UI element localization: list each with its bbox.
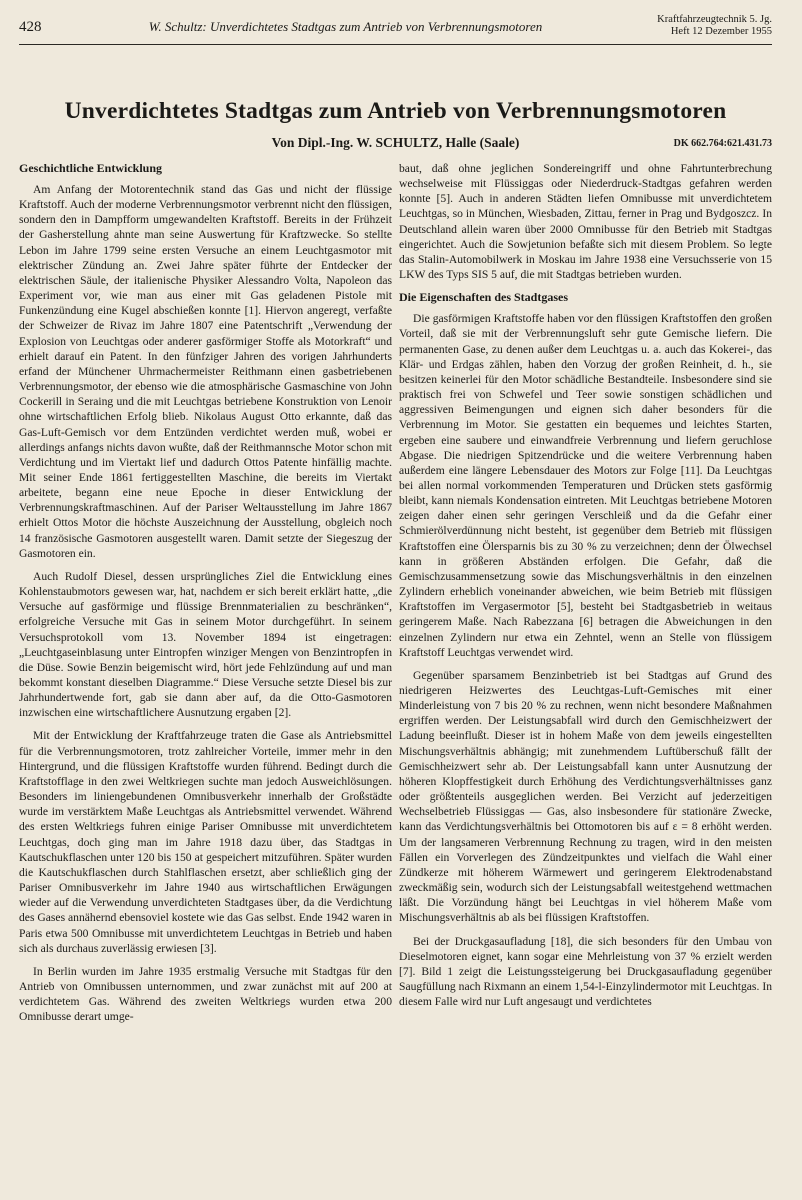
page-number: 428 <box>19 19 42 35</box>
article-title: Unverdichtetes Stadtgas zum Antrieb von Verbrennungsmotoren <box>64 98 727 124</box>
left-column <box>19 161 392 1032</box>
paragraph: Mit der Entwicklung der Kraftfahrzeuge traten die Gase als Antriebsmittel für die Verbrennungsmotoren, trotz zahlreicher Vorteile, immer mehr in den Hintergrund, und die flüssigen Kraftstoffe wurden führend. Bedingt durch die Kraftstofflage in den zwei Weltkriegen suchte man jedoch Ausweichlösungen. Besonders im liniengebundenen Omnibusverkehr innerhalb der Großstädte wurde im verstärktem Maße Leuchtgas als Antriebsmittel verwendet. Während des ersten Weltkriegs fuhren einige Pariser Omnibusse mit unverdichtetem Leuchtgas, doch ging man im Jahre 1918 dazu über, das Stadtgas in Kautschukflaschen unter 120 bis 150 at gespeichert mitzuführen. Später wurden die Kautschukflaschen durch Stahlflaschen ersetzt, aber schließlich ging der Pariser Omnibusverkehr im Jahre 1940 aus wirtschaftlichen Erwägungen wieder auf die Verwendung unverdichteten Stadtgases über, da die Verdichtung des Gases annähernd ebensoviel kostete wie das Gas selbst. Ende 1942 waren in Paris etwa 500 Omnibusse mit unverdichtetem Leuchtgas in Betrieb und haben sich als durchaus zuverlässig erwiesen [3]. <box>19 729 392 955</box>
section-heading-properties: Die Eigenschaften des Stadtgases <box>399 290 569 305</box>
paragraph: Gegenüber sparsamem Benzinbetrieb ist bei Stadtgas auf Grund des niedrigeren Heizwertes des Leuchtgas-Luft-Gemisches mit einer Minderleistung von 7 bis 20 % zu rechnen, wenn nicht besondere Maßnahmen ergriffen werden. Der Leistungsabfall wird durch den Gemischheizwert der Ladung beeinflußt. Dieser ist in hohem Maße von dem jeweils eingestellten Mischungsverhältnis abhängig; mit zunehmendem Luftüberschuß fällt der Gemischheizwert sehr ab. Der Leistungsabfall kann unter Ausnutzung der höheren Klopffestigkeit durch Erhöhung des Verdichtungsverhältnisses ganz oder größtenteils ausgeglichen werden. Bei Verzicht auf jederzeitigen Wechselbetrieb Flüssiggas — Gas, also insbesondere für stationäre Zwecke, kann das Verdichtungsverhältnis bei Ottomotoren bis auf ε = 8 erhöht werden. Um der langsameren Verbrennung Rechnung zu tragen, wird in den meisten Fällen ein Vorverlegen des Zündzeitpunktes und vielfach die Wahl einer Zündkerze mit höherem Wärmewert und geringerem Elektrodenabstand zweckmäßig sein, wodurch sich der Leistungsabfall weitestgehend wettmachen läßt. Die Vorzündung hängt bei Leuchtgas in viel höherem Maße vom Mischungsverhältnis ab als bei flüssigen Kraftstoffen. <box>399 668 772 925</box>
section-heading-history: Geschichtliche Entwicklung <box>19 161 163 175</box>
paragraph: Bei der Druckgasaufladung [18], die sich besonders für den Umbau von Dieselmotoren eignet, kann sogar eine Mehrleistung von 37 % erzielt werden [7]. Bild 1 zeigt die Leistungssteigerung bei Druckgasaufladung gegenüber Saugfüllung nach Rixmann an einem 1,54-l-Einzylindermotor mit Leuchtgas. In diesem Falle wird nur Luft angesaugt und verdichtetes <box>399 934 772 1009</box>
author-byline: Von Dipl.-Ing. W. SCHULTZ, Halle (Saale) <box>271 135 520 150</box>
page-header <box>19 14 772 45</box>
paragraph-continued: baut, daß ohne jeglichen Sondereingriff und ohne Fahrtunterbrechung wechselweise mit Flüssiggas oder Niederdruck-Stadtgas gefahren werden konnte [5]. Auch in anderen Städten liefen Omnibusse mit unverdichtetem Leuchtgas, so in München, Wiesbaden, Zittau, ferner in Prag und Bydgoszcz. In Deutschland allein waren über 2000 Omnibusse für den Betrieb mit Stadtgas eingerichtet. Auch die Sowjetunion befaßte sich mit diesem Problem. So legte das Stalin-Automobilwerk in Moskau im Jahre 1938 eine Versuchsserie von 15 LKW des Typs SIS 5 auf, die mit Stadtgas betrieben wurden. <box>399 162 772 282</box>
right-column <box>399 161 772 1032</box>
journal-info <box>612 14 772 38</box>
paragraph: Die gasförmigen Kraftstoffe haben vor den flüssigen Kraftstoffen den großen Vorteil, daß sie mit der Verbrennungsluft sehr gute Gemische liefern. Die permanenten Gase, zu denen außer dem Leuchtgas u. a. auch das Kokerei-, das Klär- und Erdgas zählen, haben den Vorzug der großen Reinheit, d. h., sie besitzen keinerlei für den Motor schädliche Bestandteile. Insbesondere sind sie praktisch frei von Schwefel und Teer sowie sonstigen schädlichen und aggressiven Beimengungen und eignen sich daher besonders für die Verbrennung im Motor. Sie gestatten ein bequemes und leichtes Starten, ergeben eine saubere und einwandfreie Verbrennung und liefern geruchlose Abgase. Die niedrigen Spitzendrücke und die weitere Verbrennung haben außerdem eine längere Lebensdauer des Motors zur Folge [11]. Da Leuchtgas bei allen normal vorkommenden Temperaturen und Drücken stets gasförmig bleibt, kann niemals Kondensation eintreten. Mit Leuchtgas betriebene Motoren zeigen daher einen sehr geringen Verschleiß und da die Gefahr einer Schmierölverdünnung nicht besteht, ist gegenüber dem Betrieb mit flüssigen Kraftstoffen eine Ölersparnis bis zu 30 % zu verzeichnen; denn der Ölwechsel kann in größeren Abständen erfolgen. Die Gefahr, daß die Gemischzusammensetzung sowie das Mischungsverhältnis in den einzelnen Zylindern erheblich voneinander abweichen, wie beim Betrieb mit flüssigen Kraftstoffen im Vergasermotor [5], besteht bei Stadtgasbetrieb in weitaus geringerem Maße. Nach Rabezzana [6] betragen die Abweichungen in den einzelnen Zylindern nur etwa ein Zehntel, wenn an Stelle von flüssigem Kraftstoff Leuchtgas verwendet wird. <box>399 312 772 659</box>
paragraph: Auch Rudolf Diesel, dessen ursprüngliches Ziel die Entwicklung eines Kohlenstaubmotors gewesen war, hat, nachdem er sich bereit erklärt hatte, „die Versuche auf gasförmige und flüssige Brennmaterialien zu beschränken“, erfolgreiche Versuche mit Gas in seinem Motor durchgeführt. In seinem Versuchsprotokoll vom 13. November 1894 ist eingetragen: „Leuchtgaseinblasung unter Eintropfen winziger Mengen von Benzintropfen in die Düse. Sowie Benzin beigemischt wird, hört jede Fehlzündung auf und man bekommt konstant dieselben Diagramme.“ Diese Versuche setzte Diesel bis zur Jahrhundertwende fort, gab sie dann aber auf, da die Otto-Gasmotoren inzwischen eine wirtschaftlichere Ausnutzung ergaben [2]. <box>19 569 392 720</box>
journal-line-1: Kraftfahrzeugtechnik 5. Jg. <box>657 14 772 25</box>
journal-line-2: Heft 12 Dezember 1955 <box>670 26 772 37</box>
dk-classification: DK 662.764:621.431.73 <box>673 138 772 149</box>
paragraph: In Berlin wurden im Jahre 1935 erstmalig Versuche mit Stadtgas für den Antrieb von Omnibussen unternommen, und zwar zunächst mit auf 200 at verdichtetem Gas. Während des zweiten Weltkriegs wurden etwa 200 Omnibusse derart umge- <box>19 964 392 1024</box>
paragraph: Am Anfang der Motorentechnik stand das Gas und nicht der flüssige Kraftstoff. Auch der moderne Verbrennungsmotor verbrennt nicht den flüssigen, sondern den in Dampfform umgewandelten Kraftstoff. Bereits in der Frühzeit der Gasherstellung ahnte man seine Auswertung für Kraftzwecke. So stellte Lebon im Jahre 1799 seine ersten Versuche an einem Leuchtgasmotor mit elektrischer Zündung an. Zwei Jahre später führte der Entdecker der elektrischen Säule, der italienische Physiker Alessandro Volta, Napoleon das Experiment vor, wie man aus einer mit Gas geladenen Pistole mit Funkenzündung eine Kugel abschießen konnte [1]. Hiervon angeregt, verfaßte der Schweizer de Rivaz im Jahre 1807 eine Patentschrift „Verwendung der Explosion von Leuchtgas oder anderer gasförmiger Stoffe als Motorkraft“ und erhielt darauf ein Patent. In den fünfziger Jahren des vorigen Jahrhunderts erfand der Münchener Uhrmachermeister Reithmann einen gasbetriebenen Verbrennungsmotor, der ebenso wie die atmosphärische Gasmaschine von John Cockerill in Seraing und die mit Leuchtgas betriebene Konstruktion von Lenoir ohne wirtschaftlichen Erfolg blieb. Nikolaus August Otto erkannte, daß das Gas-Luft-Gemisch vor dem Entzünden verdichtet werden muß, wobei er allerdings anfangs nichts davon wußte, daß der Reithmannsche Motor schon mit Verdichtung und im Viertakt lief und dadurch Ottos Patente hinfällig machte. Mit seiner Ende 1861 fertiggestellten Maschine, die bereits im Viertakt arbeitete, begann eine neue Epoche in dieser Entwicklung der Verbrennungskraftmaschinen. Auf der Pariser Weltausstellung im Jahre 1867 erhielt Ottos Motor die höchste Auszeichnung der Ausstellung, obgleich noch 14 französische Gasmotoren ausgestellt waren. Damit setzte der Siegeszug der Gasmotoren ein. <box>19 183 392 560</box>
article-body <box>19 161 772 1032</box>
running-title: W. Schultz: Unverdichtetes Stadtgas zum Antrieb von Verbrennungsmotoren <box>148 19 543 34</box>
byline-row <box>19 133 772 155</box>
